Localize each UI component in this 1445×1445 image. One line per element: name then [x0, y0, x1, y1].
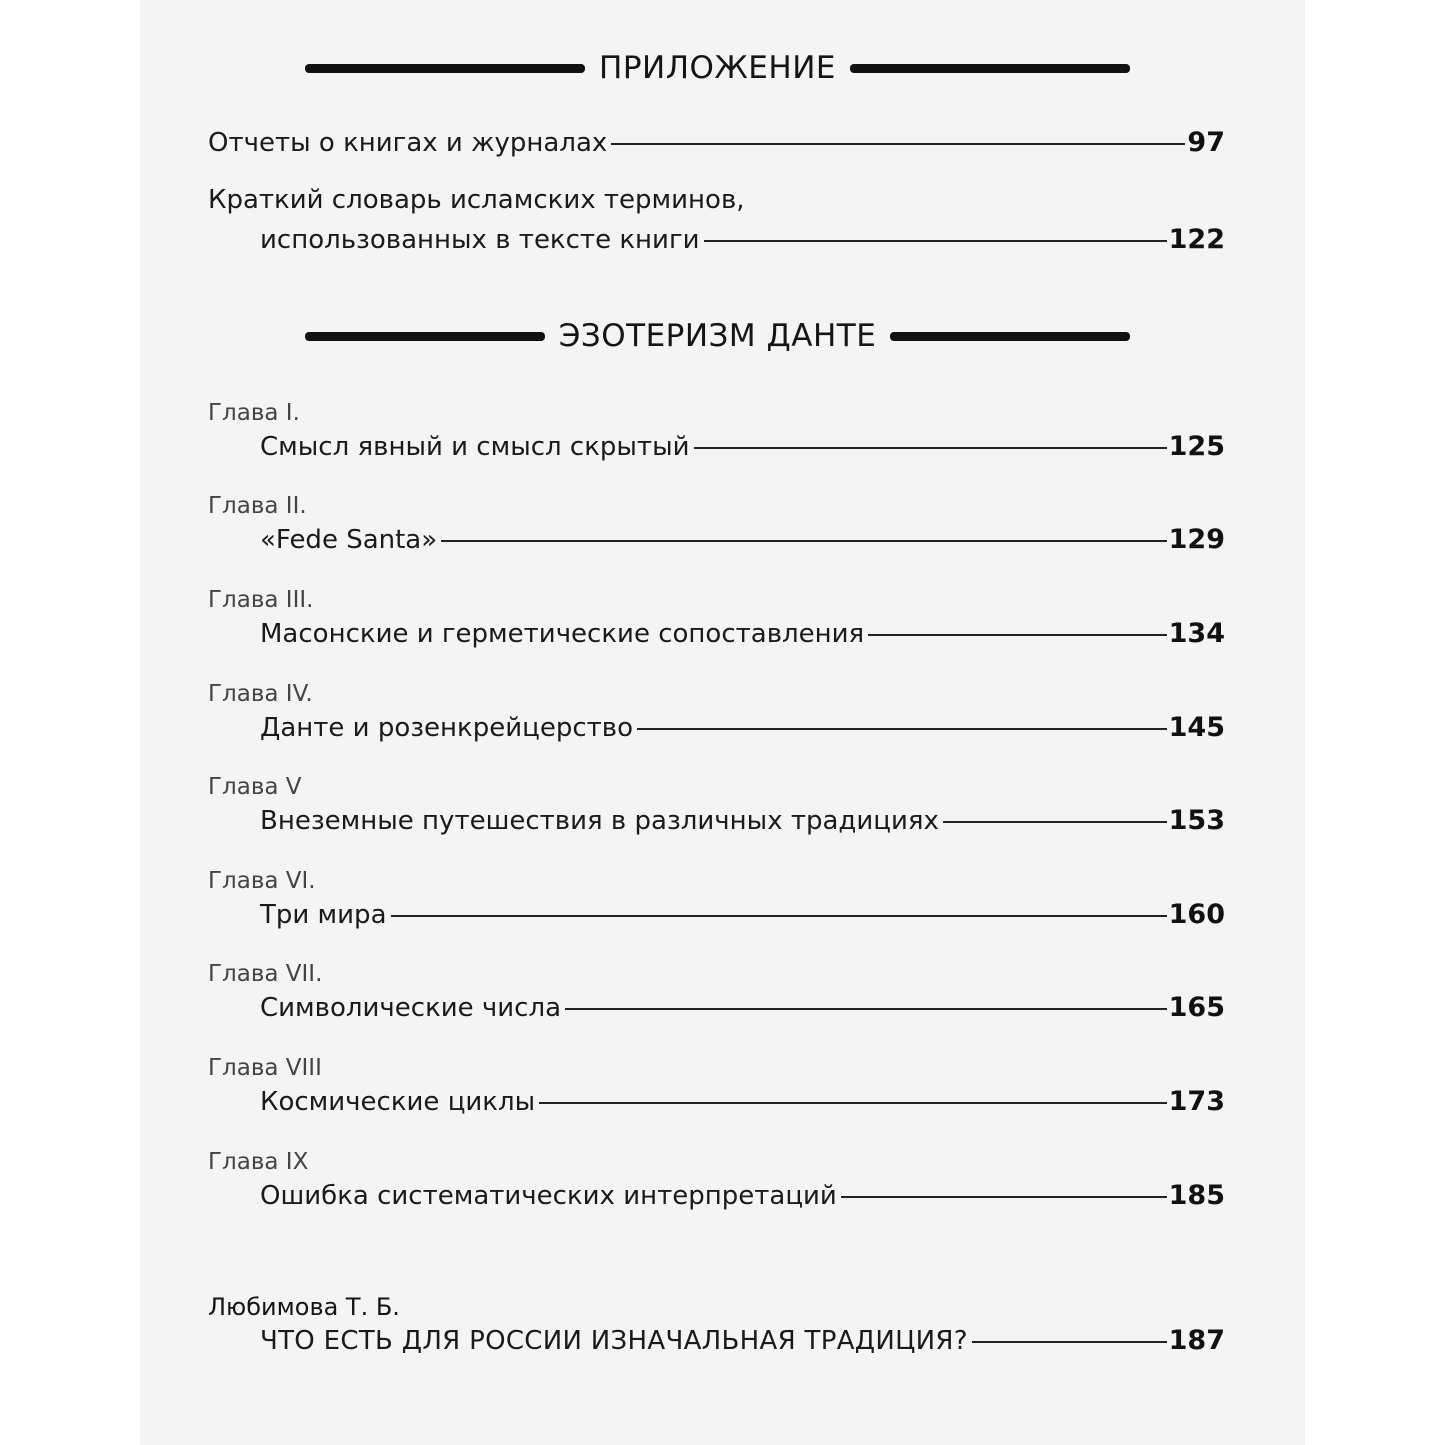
chapter-title: «Fede Santa»: [260, 525, 438, 555]
header-rule-right: [850, 64, 1130, 73]
header-rule-left: [305, 332, 545, 341]
section-title: ЭЗОТЕРИЗМ ДАНТЕ: [558, 318, 877, 354]
chapter-title: Внеземные путешествия в различных традициях: [260, 806, 939, 836]
chapter-title: Смысл явный и смысл скрытый: [260, 432, 690, 462]
dot-leader: [539, 1102, 1166, 1104]
page-number: 134: [1168, 618, 1225, 649]
chapter-title: Космические циклы: [260, 1087, 536, 1117]
page-number: 129: [1168, 524, 1225, 555]
chapter-title: Три мира: [260, 900, 387, 930]
book-page: [140, 0, 1305, 1445]
chapter-entry-6[interactable]: [208, 867, 1225, 935]
chapter-label: Глава IV.: [208, 681, 313, 707]
chapter-entry-4[interactable]: [208, 680, 1225, 748]
dot-leader: [391, 915, 1167, 917]
toc-entry-title: Отчеты о книгах и журналах: [208, 128, 608, 158]
chapter-label: Глава III.: [208, 587, 314, 613]
toc-row: [208, 1176, 1225, 1216]
page-number: 185: [1168, 1180, 1225, 1211]
dot-leader: [694, 447, 1167, 449]
page-number: 173: [1168, 1086, 1225, 1117]
section-header-dante: [305, 318, 1130, 354]
chapter-entry-8[interactable]: [208, 1054, 1225, 1122]
final-entry[interactable]: [208, 1293, 1225, 1361]
dot-leader: [565, 1008, 1167, 1010]
chapter-label: Глава II.: [208, 493, 307, 519]
section-title: ПРИЛОЖЕНИЕ: [599, 50, 836, 86]
chapter-entry-7[interactable]: [208, 960, 1225, 1028]
toc-row: [208, 520, 1225, 560]
chapter-label: Глава V: [208, 774, 302, 800]
toc-entry[interactable]: [208, 123, 1225, 163]
chapter-label: Глава VI.: [208, 868, 316, 894]
chapter-label: Глава I.: [208, 400, 300, 426]
toc-entry-title: Краткий словарь исламских терминов,: [208, 185, 745, 215]
dot-leader: [972, 1341, 1167, 1343]
chapter-title: Масонские и герметические сопоставления: [260, 619, 865, 649]
toc-row: [208, 614, 1225, 654]
chapter-label: Глава VII.: [208, 961, 323, 987]
page-number: 160: [1168, 899, 1225, 930]
chapter-entry-9[interactable]: [208, 1148, 1225, 1216]
toc-row: [208, 708, 1225, 748]
dot-leader: [637, 728, 1167, 730]
dot-leader: [441, 540, 1166, 542]
chapter-entry-3[interactable]: [208, 586, 1225, 654]
chapter-label: Глава IX: [208, 1149, 309, 1175]
section-header-appendix: [305, 50, 1130, 86]
dot-leader: [704, 240, 1167, 242]
toc-row: [208, 1321, 1225, 1361]
dot-leader: [611, 143, 1185, 145]
page-number: 145: [1168, 712, 1225, 743]
toc-row: [208, 180, 1225, 220]
page-number: 165: [1168, 992, 1225, 1023]
dot-leader: [868, 634, 1166, 636]
chapter-entry-5[interactable]: [208, 773, 1225, 841]
toc-row: [208, 895, 1225, 935]
toc-row: [208, 988, 1225, 1028]
chapter-entry-2[interactable]: [208, 492, 1225, 560]
page-number: 187: [1168, 1325, 1225, 1356]
dot-leader: [841, 1196, 1167, 1198]
chapter-title: Ошибка систематических интерпретаций: [260, 1181, 837, 1211]
page-number: 125: [1168, 431, 1225, 462]
chapter-title: Символические числа: [260, 993, 562, 1023]
toc-entry[interactable]: [208, 180, 1225, 260]
header-rule-left: [305, 64, 585, 73]
chapter-label: Глава VIII: [208, 1055, 322, 1081]
toc-entry-title-continued: использованных в тексте книги: [260, 225, 700, 255]
page-number: 122: [1168, 224, 1225, 255]
page-number: 153: [1168, 805, 1225, 836]
dot-leader: [943, 821, 1167, 823]
author-label: Любимова Т. Б.: [208, 1293, 400, 1321]
chapter-title: Данте и розенкрейцерство: [260, 713, 634, 743]
chapter-entry-1[interactable]: [208, 399, 1225, 467]
toc-row: [208, 123, 1225, 163]
page-number: 97: [1187, 127, 1225, 158]
toc-row: [208, 427, 1225, 467]
toc-row: [208, 220, 1225, 260]
essay-title: ЧТО ЕСТЬ ДЛЯ РОССИИ ИЗНАЧАЛЬНАЯ ТРАДИЦИЯ?: [260, 1326, 968, 1356]
header-rule-right: [890, 332, 1130, 341]
toc-row: [208, 1082, 1225, 1122]
toc-row: [208, 801, 1225, 841]
